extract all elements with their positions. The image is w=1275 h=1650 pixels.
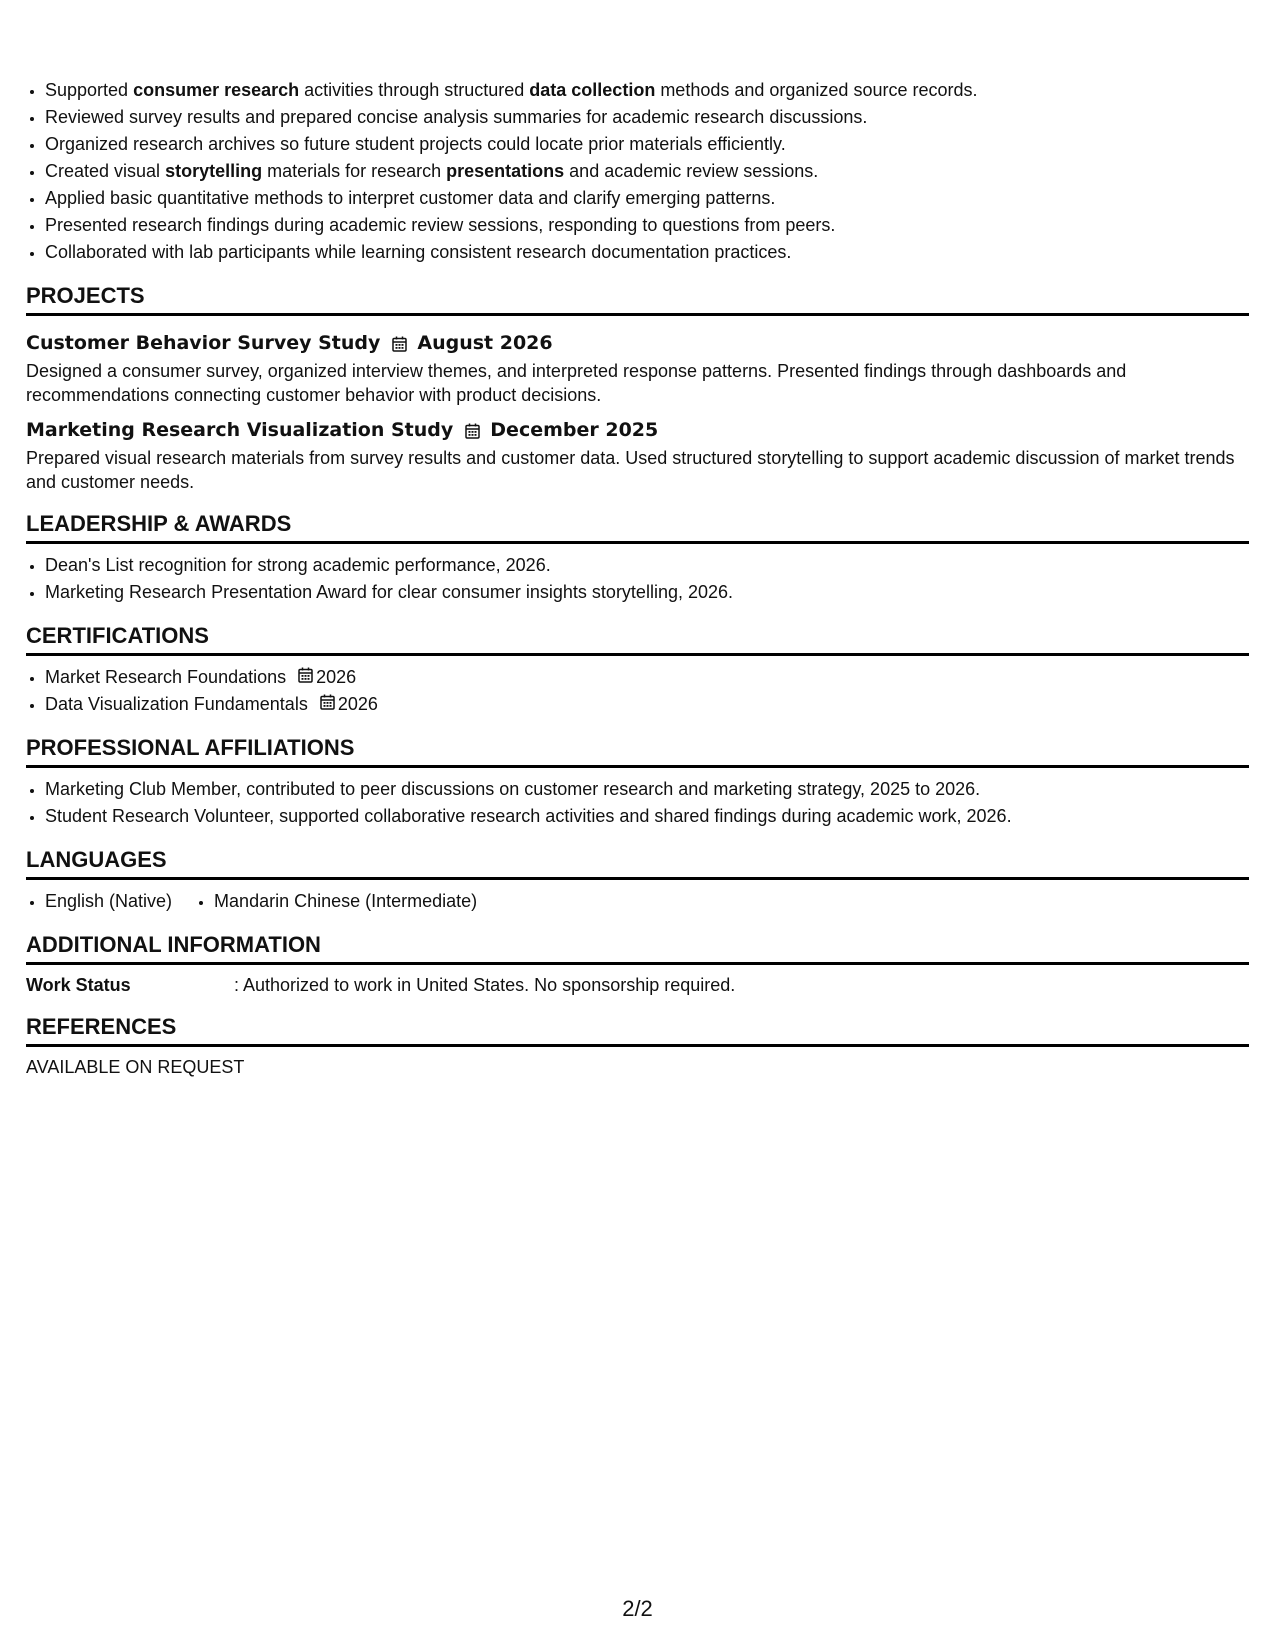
- info-label: Work Status: [26, 975, 131, 995]
- additional-info-body: [26, 965, 1249, 997]
- bold-keyword: storytelling: [165, 161, 263, 181]
- project-date: August 2026: [417, 332, 553, 354]
- project-header: [26, 330, 1249, 357]
- resume-page-2: [26, 77, 1249, 1079]
- project-name: Marketing Research Visualization Study: [26, 419, 454, 441]
- section-title-references: REFERENCES: [26, 997, 1249, 1047]
- languages-body: [26, 880, 1249, 915]
- list-item: • Marketing Club Member, contributed to peer discussions on customer research and marketing strategy, 2025 to 2026.: [45, 776, 1249, 803]
- affiliations-list: [26, 776, 1249, 830]
- certifications-section: [26, 606, 1249, 718]
- bold-keyword: consumer research: [133, 80, 300, 100]
- references-text: AVAILABLE ON REQUEST: [26, 1057, 245, 1077]
- calendar-icon: [320, 694, 335, 710]
- section-title-leadership: LEADERSHIP & AWARDS: [26, 494, 1249, 544]
- certification-item: [45, 664, 1249, 691]
- experience-bullet: [45, 239, 1249, 266]
- list-item: • Marketing Research Presentation Award for clear consumer insights storytelling, 2026.: [45, 579, 1249, 606]
- section-title-languages: LANGUAGES: [26, 830, 1249, 880]
- certifications-list: [26, 664, 1249, 718]
- info-row: [26, 973, 1249, 997]
- bullet-text: activities through structured: [299, 80, 530, 100]
- certification-name: Market Research Foundations: [45, 667, 287, 687]
- project-description: Prepared visual research materials from survey results and customer data. Used structured storytelling to support academic discussion of market trends and customer needs.: [26, 448, 1235, 492]
- list-item: • Dean's List recognition for strong academic performance, 2026.: [45, 552, 1249, 579]
- projects-body: [26, 316, 1249, 494]
- language-item: • English (Native): [45, 888, 172, 915]
- experience-bullet: [45, 158, 1249, 185]
- bullet-text: Presented research findings during academic review sessions, responding to questions from peers.: [45, 215, 836, 235]
- leadership-section: [26, 494, 1249, 606]
- project-header: [26, 417, 1249, 444]
- project-description: Designed a consumer survey, organized interview themes, and interpreted response patterns. Presented findings through dashboards and recommendations connecting customer behavior with product decisions.: [26, 361, 1127, 405]
- info-value: : Authorized to work in United States. No sponsorship required.: [234, 975, 736, 995]
- experience-bullet: [45, 104, 1249, 131]
- certification-year: 2026: [316, 667, 357, 687]
- project-date: December 2025: [490, 419, 659, 441]
- experience-bullet: [45, 77, 1249, 104]
- references-body: [26, 1047, 1249, 1079]
- certification-year: 2026: [337, 694, 378, 714]
- experience-bullet: [45, 131, 1249, 158]
- certifications-body: [26, 656, 1249, 718]
- bullet-text: methods and organized source records.: [655, 80, 978, 100]
- certification-item: [45, 691, 1249, 718]
- section-title-projects: PROJECTS: [26, 266, 1249, 316]
- leadership-body: [26, 544, 1249, 606]
- affiliations-section: [26, 718, 1249, 830]
- additional-info-section: [26, 915, 1249, 997]
- language-item: • Mandarin Chinese (Intermediate): [214, 888, 477, 915]
- bullet-text: and academic review sessions.: [564, 161, 819, 181]
- list-item: • Student Research Volunteer, supported collaborative research activities and shared findings during academic work, 2026.: [45, 803, 1249, 830]
- section-title-certifications: CERTIFICATIONS: [26, 606, 1249, 656]
- experience-bullet: [45, 185, 1249, 212]
- bullet-text: Created visual: [45, 161, 166, 181]
- certification-name: Data Visualization Fundamentals: [45, 694, 308, 714]
- section-title-affiliations: PROFESSIONAL AFFILIATIONS: [26, 718, 1249, 768]
- bullet-text: Reviewed survey results and prepared concise analysis summaries for academic research discussions.: [45, 107, 868, 127]
- project-item: [26, 330, 1249, 407]
- bullet-text: materials for research: [262, 161, 447, 181]
- references-section: [26, 997, 1249, 1079]
- affiliations-body: [26, 768, 1249, 830]
- bold-keyword: presentations: [446, 161, 565, 181]
- bullet-text: Collaborated with lab participants while learning consistent research documentation practices.: [45, 242, 792, 262]
- languages-section: [26, 830, 1249, 915]
- experience-bullet: [45, 212, 1249, 239]
- bullet-text: Supported: [45, 80, 134, 100]
- projects-section: [26, 266, 1249, 494]
- calendar-icon: [298, 667, 313, 683]
- bullet-text: Applied basic quantitative methods to interpret customer data and clarify emerging patterns.: [45, 188, 776, 208]
- calendar-icon: [392, 336, 407, 352]
- leadership-list: [26, 552, 1249, 606]
- experience-bullet-list: [26, 77, 1249, 266]
- calendar-icon: [465, 423, 480, 439]
- section-title-additional-info: ADDITIONAL INFORMATION: [26, 915, 1249, 965]
- project-name: Customer Behavior Survey Study: [26, 332, 381, 354]
- bold-keyword: data collection: [529, 80, 656, 100]
- bullet-text: Organized research archives so future student projects could locate prior materials efficiently.: [45, 134, 786, 154]
- project-item: [26, 417, 1249, 494]
- languages-list: [26, 888, 519, 915]
- page-number: 2/2: [622, 1596, 653, 1621]
